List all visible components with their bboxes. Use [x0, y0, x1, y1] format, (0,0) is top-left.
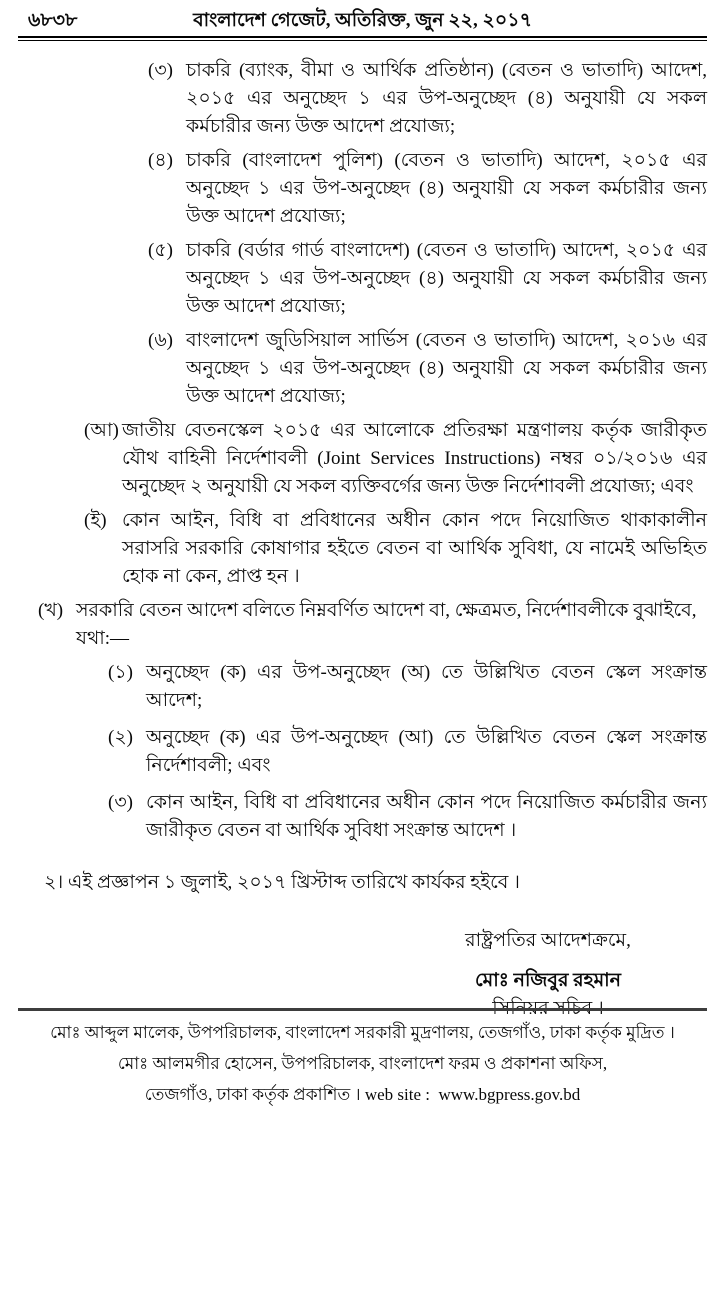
by-order-line: রাষ্ট্রপতির আদেশক্রমে, — [465, 930, 631, 951]
kha-yatha: যথা:— — [76, 628, 130, 649]
effective-date-paragraph: ২। এই প্রজ্ঞাপন ১ জুলাই, ২০১৭ খ্রিস্টাব্দ তারিখে কার্যকর হইবে । — [44, 872, 520, 893]
list-item-3 — [0, 57, 725, 141]
list-item-label: (২) — [108, 727, 134, 748]
list-item-text — [76, 597, 707, 653]
publisher-website-line — [0, 1079, 725, 1110]
list-item-label: (৫) — [148, 240, 173, 261]
page-footer — [0, 1008, 725, 1110]
list-item-text: জাতীয় বেতনস্কেল ২০১৫ এর আলোকে প্রতিরক্ষা মন্ত্রণালয় কর্তৃক জারীকৃত যৌথ বাহিনী নির্দেশাবলী (Joint Services Instructions) নম্বর ০১/২০১৬ এর অনুচ্ছেদ ২ অনুযায়ী যে সকল ব্যক্তিবর্গের জন্য উক্ত নির্দেশাবলী প্রযোজ্য; এবং — [122, 420, 707, 497]
list-item-5 — [0, 237, 725, 321]
sub-item-2 — [0, 724, 725, 780]
list-item-aa — [0, 417, 725, 501]
page-number: ৬৮৩৮ — [28, 10, 78, 31]
footer-divider — [18, 1008, 707, 1011]
list-item-label: (৩) — [148, 60, 174, 81]
page-header — [0, 0, 725, 33]
website-label: তেজগাঁও, ঢাকা কর্তৃক প্রকাশিত । web site : — [144, 1085, 430, 1104]
list-item-label: (৪) — [148, 150, 173, 171]
list-item-6 — [0, 327, 725, 411]
list-item-text: অনুচ্ছেদ (ক) এর উপ-অনুচ্ছেদ (অ) তে উল্লিখিত বেতন স্কেল সংক্রান্ত আদেশ; — [146, 662, 707, 711]
list-item-text: কোন আইন, বিধি বা প্রবিধানের অধীন কোন পদে নিয়োজিত থাকাকালীন সরাসরি সরকারি কোষাগার হইতে বেতন বা আর্থিক সুবিধা, যে নামেই অভিহিত হোক না কেন, প্রাপ্ত হন । — [122, 510, 707, 587]
list-item-label: (খ) — [38, 600, 64, 621]
sub-item-1 — [0, 659, 725, 715]
list-item-text: চাকরি (বর্ডার গার্ড বাংলাদেশ) (বেতন ও ভাতাদি) আদেশ, ২০১৫ এর অনুচ্ছেদ ১ এর উপ-অনুচ্ছেদ (৪) অনুযায়ী যে সকল কর্মচারীর জন্য উক্ত আদেশ প্রযোজ্য; — [186, 240, 707, 317]
list-item-label: (ই) — [84, 510, 107, 531]
list-item-label: (৩) — [108, 792, 134, 813]
list-item-text: অনুচ্ছেদ (ক) এর উপ-অনুচ্ছেদ (আ) তে উল্লিখিত বেতন স্কেল সংক্রান্ত নির্দেশাবলী; এবং — [146, 727, 707, 776]
list-item-text: চাকরি (বাংলাদেশ পুলিশ) (বেতন ও ভাতাদি) আদেশ, ২০১৫ এর অনুচ্ছেদ ১ এর উপ-অনুচ্ছেদ (৪) অনুযায়ী যে সকল কর্মচারীর জন্য উক্ত আদেশ প্রযোজ্য; — [186, 150, 707, 227]
list-item-ii — [0, 507, 725, 591]
list-item-kha — [0, 597, 725, 653]
website-url: www.bgpress.gov.bd — [438, 1085, 581, 1104]
list-item-text: বাংলাদেশ জুডিসিয়াল সার্ভিস (বেতন ও ভাতাদি) আদেশ, ২০১৬ এর অনুচ্ছেদ ১ এর উপ-অনুচ্ছেদ (৪) অনুযায়ী যে সকল কর্মচারীর জন্য উক্ত আদেশ প্রযোজ্য; — [186, 330, 707, 407]
printer-credit-line: মোঃ আব্দুল মালেক, উপপরিচালক, বাংলাদেশ সরকারী মুদ্রণালয়, তেজগাঁও, ঢাকা কর্তৃক মুদ্রিত । — [50, 1023, 675, 1042]
list-item-text: চাকরি (ব্যাংক, বীমা ও আর্থিক প্রতিষ্ঠান) (বেতন ও ভাতাদি) আদেশ, ২০১৫ এর অনুচ্ছেদ ১ এর উপ-অনুচ্ছেদ (৪) অনুযায়ী যে সকল কর্মচারীর জন্য উক্ত আদেশ প্রযোজ্য; — [186, 60, 707, 137]
list-item-text: কোন আইন, বিধি বা প্রবিধানের অধীন কোন পদে নিয়োজিত কর্মচারীর জন্য জারীকৃত বেতন বা আর্থিক সুবিধা সংক্রান্ত আদেশ । — [146, 792, 707, 841]
list-item-label: (৬) — [148, 330, 174, 351]
sub-item-3 — [0, 789, 725, 845]
publisher-credit-line: মোঃ আলমগীর হোসেন, উপপরিচালক, বাংলাদেশ ফরম ও প্রকাশনা অফিস, — [117, 1054, 608, 1073]
gazette-title: বাংলাদেশ গেজেট, অতিরিক্ত, জুন ২২, ২০১৭ — [193, 10, 532, 31]
signatory-designation: সিনিয়র সচিব । — [492, 998, 604, 1019]
signatory-name: মোঃ নজিবুর রহমান — [474, 970, 622, 991]
list-item-4 — [0, 147, 725, 231]
document-body — [0, 41, 725, 1023]
list-item-label: (আ) — [84, 420, 119, 441]
list-item-label: (১) — [108, 662, 133, 683]
kha-text: সরকারি বেতন আদেশ বলিতে নিম্নবর্ণিত আদেশ বা, ক্ষেত্রমত, নির্দেশাবলীকে বুঝাইবে, — [76, 600, 697, 621]
